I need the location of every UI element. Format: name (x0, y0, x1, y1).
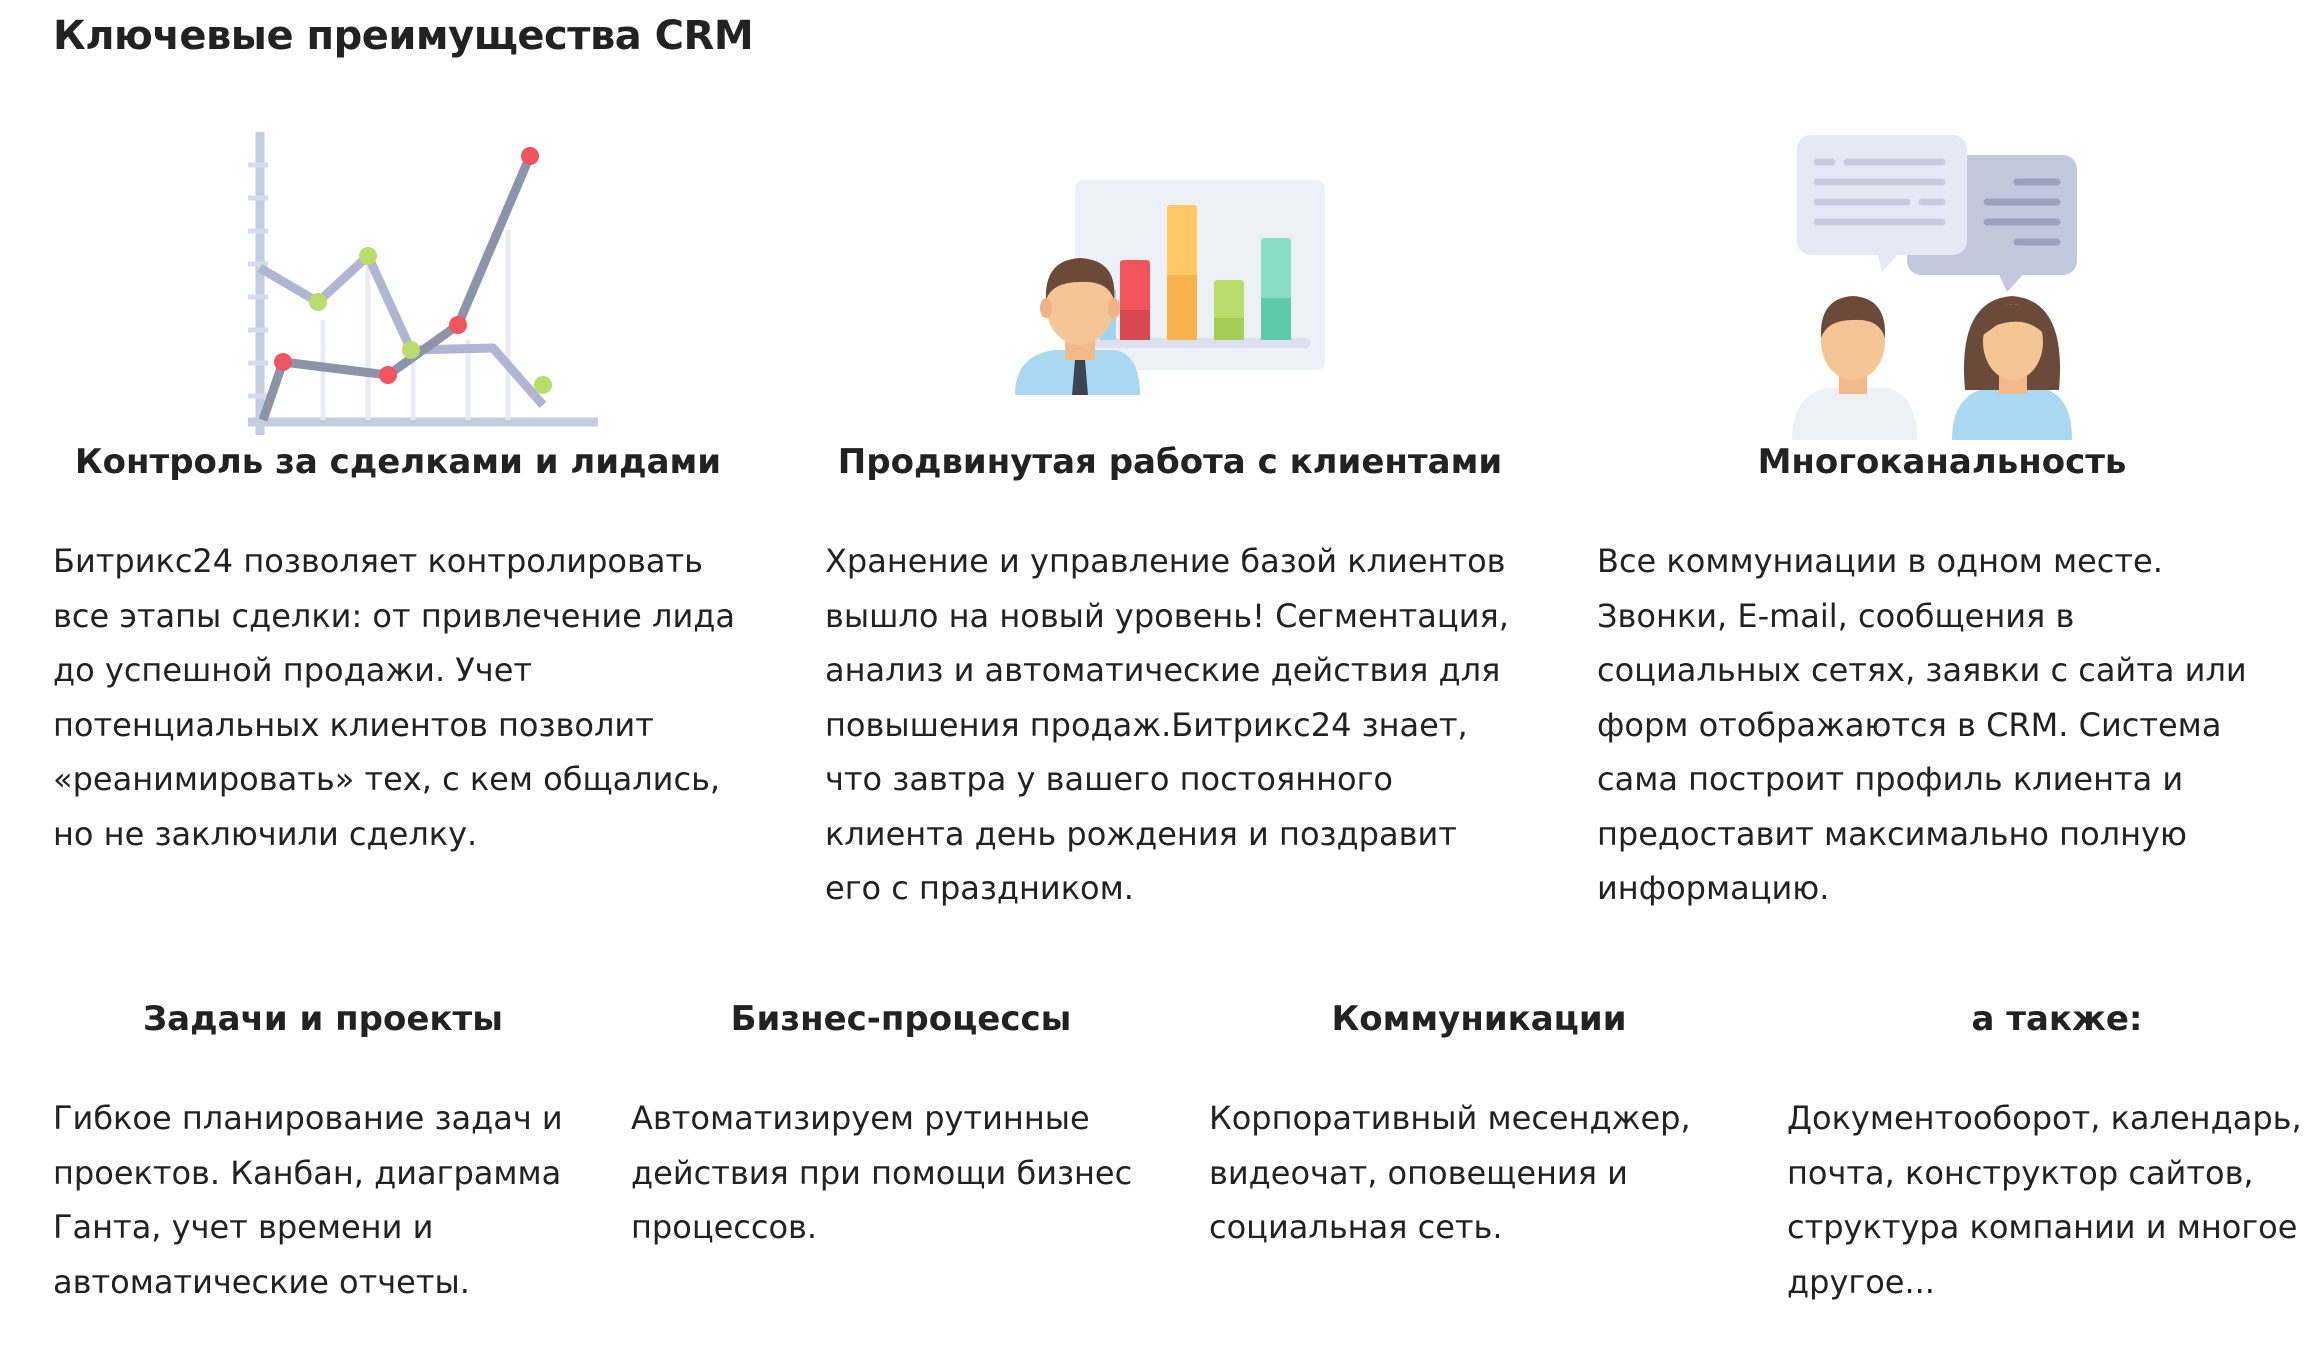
extra-heading: Задачи и проекты (143, 999, 503, 1039)
feature-illustration (1597, 120, 2287, 440)
extra-text: Документооборот, календарь, почта, конструктор сайтов, структура компании и многое другое... (1787, 1099, 2302, 1301)
extra-communications (1209, 995, 1749, 1246)
feature-text: Хранение и управление базой клиентов вышло на новый уровень! Сегментация, анализ и автоматические действия для повышения продаж.Битрикс24 знает, что завтра у вашего постоянного клиента день рождения и поздравит его с праздником. (825, 542, 1509, 907)
extra-tasks-projects (53, 995, 593, 1301)
chat-people-icon (1787, 120, 2097, 440)
feature-deals-control (53, 120, 743, 853)
extra-heading: Бизнес-процессы (730, 999, 1072, 1039)
feature-heading: Продвинутая работа с клиентами (837, 442, 1503, 482)
extra-also (1787, 995, 2320, 1301)
feature-heading: Контроль за сделками и лидами (74, 442, 722, 482)
feature-text: Битрикс24 позволяет контролировать все этапы сделки: от привлечение лида до успешной продажи. Учет потенциальных клиентов позволит «реанимировать» тех, с кем общались, но не заключили сделку. (53, 542, 735, 853)
extra-text: Гибкое планирование задач и проектов. Канбан, диаграмма Ганта, учет времени и автоматические отчеты. (53, 1099, 563, 1301)
extra-text: Автоматизируем рутинные действия при помощи бизнес процессов. (631, 1099, 1133, 1246)
feature-advanced-clients (825, 120, 1515, 907)
feature-text: Все коммуниации в одном месте. Звонки, E-mail, сообщения в социальных сетях, заявки с сайта или форм отображаются в CRM. Система сама построит профиль клиента и предоставит максимально полную информацию. (1597, 542, 2247, 907)
extra-heading: а также: (1971, 999, 2143, 1039)
extra-text: Корпоративный месенджер, видеочат, оповещения и социальная сеть. (1209, 1099, 1691, 1246)
extra-business-processes (631, 995, 1171, 1246)
feature-heading: Многоканальность (1757, 442, 2127, 482)
presenter-chart-icon (1010, 120, 1330, 410)
feature-illustration (825, 120, 1515, 440)
feature-omnichannel (1597, 120, 2287, 907)
page-title: Ключевые преимущества CRM (53, 13, 754, 59)
feature-illustration (53, 120, 743, 440)
extra-heading: Коммуникации (1331, 999, 1627, 1039)
line-chart-icon (233, 120, 613, 440)
